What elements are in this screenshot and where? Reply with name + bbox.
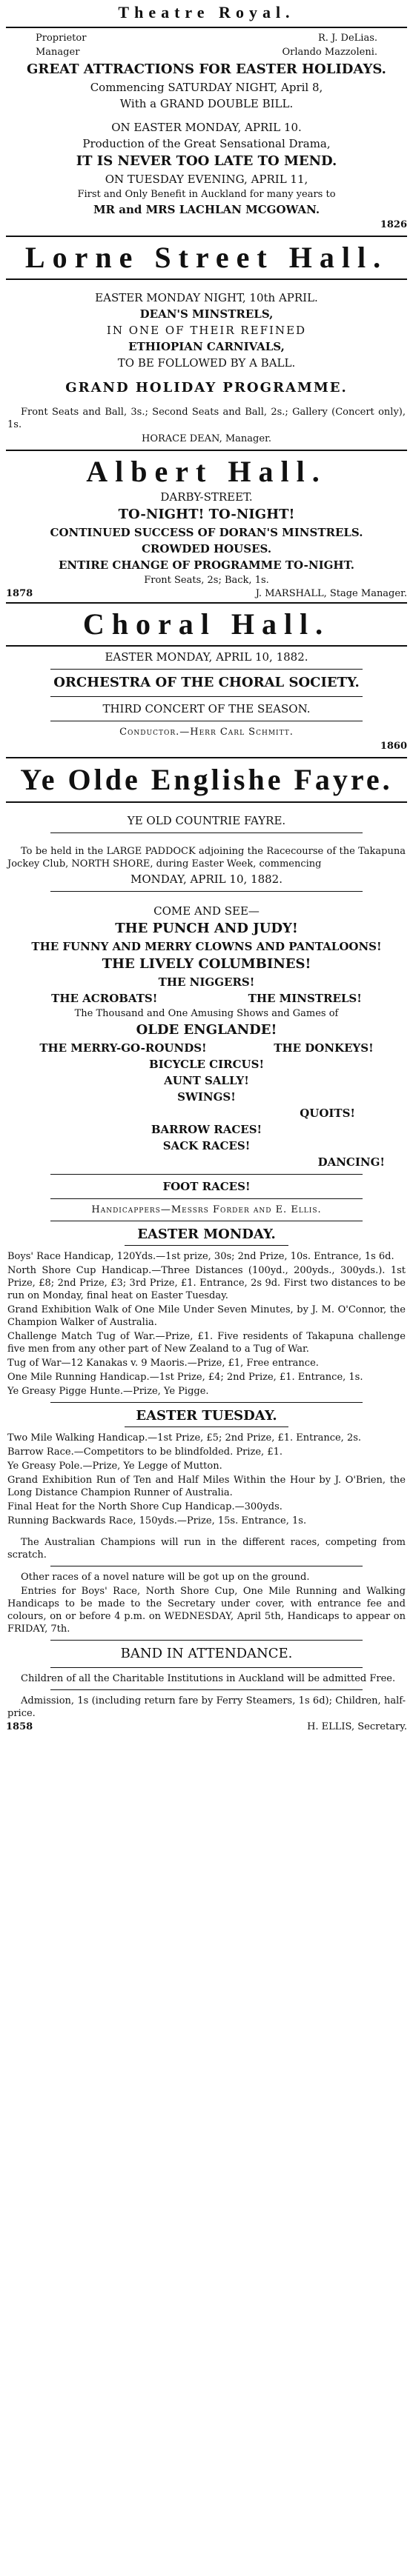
fayre-donkeys: THE DONKEYS! [274,1041,374,1055]
monday-event: One Mile Running Handicap.—1st Prize, £4; 2nd Prize, £1. Entrance, 1s. [7,1372,363,1383]
lorne-name: DEAN'S MINSTRELS, [139,307,274,321]
monday-events [6,1250,407,1398]
theatre-line2: With a GRAND DOUBLE BILL. [119,97,294,110]
albert-footer [6,588,407,599]
fayre-punch: THE PUNCH AND JUDY! [115,921,298,936]
theatre-number: 1826 [380,219,407,230]
divider [6,645,407,647]
manager-name: Orlando Mazzoleni. [282,47,377,58]
fayre-entries: Entries for Boys' Race, North Shore Cup, One Mile Running and Walking Handicaps to be made to the Secretary under cover, with entrance fee and colours, on or before 4 p.m. on WEDNESDAY, April 5th, Handicaps to appear on FRIDAY, 7th. [7,1586,406,1635]
newspaper-column [6,0,407,1732]
monday-event: Challenge Match Tug of War.—Prize, £1. Five residents of Takapuna challenge five men from any other part of New Zealand to a Tug of War. [7,1331,406,1355]
fayre-columbines: THE LIVELY COLUMBINES! [102,956,311,972]
proprietor-name: R. J. DeLias. [318,33,377,44]
fayre-swings: SWINGS! [177,1090,236,1104]
tuesday-event: Barrow Race.—Competitors to be blindfolded. Prize, £1. [7,1447,283,1458]
monday-event: Ye Greasy Pigge Hunte.—Prize, Ye Pigge. [7,1386,209,1397]
lorne-ball: TO BE FOLLOWED BY A BALL. [117,356,296,370]
theatre-headline: GREAT ATTRACTIONS FOR EASTER HOLIDAYS. [27,61,386,77]
tuesday-events [6,1432,407,1527]
fayre-niggers: THE NIGGERS! [158,975,255,989]
fayre-sally: AUNT SALLY! [164,1074,249,1087]
albert-manager: J. MARSHALL, Stage Manager. [255,588,407,599]
fayre-minstrels: THE MINSTRELS! [248,992,362,1005]
albert-title: Albert Hall. [86,455,327,488]
theatre-couple: MR and MRS LACHLAN MCGOWAN. [93,203,320,216]
albert-street: DARBY-STREET. [160,490,253,504]
tuesday-event: Ye Greasy Pole.—Prize, Ye Legge of Mutton. [7,1461,222,1472]
fayre-secretary: H. ELLIS, Secretary. [307,1721,407,1732]
lorne-one-of: IN ONE OF THEIR REFINED [106,324,307,337]
theatre-royal-ad [6,3,407,237]
tuesday-event: Running Backwards Race, 150yds.—Prize, 15s. Entrance, 1s. [7,1515,307,1526]
lorne-manager: HORACE DEAN, Manager. [142,433,271,444]
theatre-title: Theatre Royal. [118,3,295,21]
choral-hall-ad [6,608,407,758]
divider [6,278,407,280]
albert-tonight: TO-NIGHT! TO-NIGHT! [118,507,295,522]
choral-concert: THIRD CONCERT OF THE SEASON. [102,702,311,715]
lorne-carnivals: ETHIOPIAN CARNIVALS, [128,340,285,353]
fayre-quoits: QUOITS! [300,1107,355,1120]
fayre-foot: FOOT RACES! [162,1180,251,1193]
albert-hall-ad [6,456,407,604]
albert-success: CONTINUED SUCCESS OF DORAN'S MINSTRELS. [50,526,363,539]
theatre-line1: Commencing SATURDAY NIGHT, April 8, [90,81,323,94]
fayre-sack: SACK RACES! [162,1139,251,1152]
monday-event: Grand Exhibition Walk of One Mile Under Seven Minutes, by J. M. O'Connor, the Champion Walker of Australia. [7,1304,406,1328]
fayre-footer [6,1721,407,1732]
fayre-rides-row [6,1041,407,1055]
divider [6,27,407,28]
choral-title: Choral Hall. [82,607,331,641]
fayre-champions: The Australian Champions will run in the different races, competing from scratch. [7,1537,406,1561]
lorne-prices: Front Seats and Ball, 3s.; Second Seats and Ball, 2s.; Gallery (Concert only), 1s. [7,407,406,430]
fayre-title: Ye Olde Englishe Fayre. [20,763,393,796]
fayre-number: 1858 [6,1721,33,1732]
fayre-sub: YE OLD COUNTRIE FAYRE. [127,814,286,827]
monday-event: Tug of War—12 Kanakas v. 9 Maoris.—Prize, £1, Free entrance. [7,1358,319,1369]
manager-label: Manager [36,47,80,58]
fayre-come: COME AND SEE— [153,904,260,918]
manager-line [6,45,407,59]
theatre-production: Production of the Great Sensational Drama, [82,137,331,150]
fayre-clowns: THE FUNNY AND MERRY CLOWNS AND PANTALOONS! [31,940,382,953]
albert-number: 1878 [6,588,33,599]
tuesday-event: Grand Exhibition Run of Ten and Half Miles Within the Hour by J. O'Brien, the Long Distance Champion Runner of Australia. [7,1475,406,1498]
theatre-drama: IT IS NEVER TOO LATE TO MEND. [76,153,337,169]
monday-heading: EASTER MONDAY. [137,1227,276,1242]
proprietor-label: Proprietor [36,33,87,44]
tuesday-event: Final Heat for the North Shore Cup Handicap.—300yds. [7,1501,283,1512]
fayre-admission: Admission, 1s (including return fare by Ferry Steamers, 1s 6d); Children, half-price. [7,1695,406,1719]
albert-crowded: CROWDED HOUSES. [141,542,272,555]
fayre-bicycle: BICYCLE CIRCUS! [148,1058,265,1071]
proprietor-line [6,31,407,45]
lorne-title: Lorne Street Hall. [24,241,389,274]
fayre-merry: THE MERRY-GO-ROUNDS! [39,1041,207,1055]
divider [6,801,407,803]
theatre-tuesday: ON TUESDAY EVENING, APRIL 11, [105,173,308,186]
tuesday-event: Two Mile Walking Handicap.—1st Prize, £5; 2nd Prize, £1. Entrance, 2s. [7,1432,362,1444]
choral-date: EASTER MONDAY, APRIL 10, 1882. [105,650,308,664]
fayre-date: MONDAY, APRIL 10, 1882. [130,872,283,886]
monday-event: North Shore Cup Handicap.—Three Distances (100yd., 200yds., 300yds.). 1st Prize, £8; 2nd Prize, £3; 3rd Prize, £1. Entrance, 2s 9d. First two distances to be run on Monday, final heat on Easter Tuesday. [7,1265,406,1301]
choral-conductor: Conductor.—Herr Carl Schmitt. [119,727,294,738]
theatre-easter-monday: ON EASTER MONDAY, APRIL 10. [111,121,302,134]
albert-seats: Front Seats, 2s; Back, 1s. [144,575,269,586]
theatre-benefit: First and Only Benefit in Auckland for many years to [77,189,336,200]
fayre-band: BAND IN ATTENDANCE. [120,1646,293,1661]
choral-number: 1860 [380,741,407,752]
fayre-barrow: BARROW RACES! [151,1123,262,1136]
fayre-acrobats: THE ACROBATS! [51,992,158,1005]
fayre-handicappers: Handicappers—Messrs Forder and E. Ellis. [91,1204,322,1215]
monday-event: Boys' Race Handicap, 120Yds.—1st prize, 30s; 2nd Prize, 10s. Entrance, 1s 6d. [7,1251,394,1262]
lorne-programme: GRAND HOLIDAY PROGRAMME. [65,380,348,396]
olde-fayre-ad [6,763,407,1732]
lorne-date: EASTER MONDAY NIGHT, 10th APRIL. [95,291,318,304]
choral-orchestra: ORCHESTRA OF THE CHORAL SOCIETY. [53,675,360,690]
lorne-street-hall-ad [6,241,407,451]
fayre-acts-row [6,991,407,1006]
fayre-intro: To be held in the LARGE PADDOCK adjoining the Racecourse of the Takapuna Jockey Club, NORTH SHORE, during Easter Week, commencing [7,846,406,870]
fayre-dancing: DANCING! [317,1155,385,1169]
albert-change: ENTIRE CHANGE OF PROGRAMME TO-NIGHT. [58,558,355,572]
fayre-novel: Other races of a novel nature will be got up on the ground. [21,1572,310,1583]
fayre-thousand: The Thousand and One Amusing Shows and Games of [74,1008,339,1019]
tuesday-heading: EASTER TUESDAY. [136,1408,277,1424]
fayre-children: Children of all the Charitable Institutions in Auckland will be admitted Free. [21,1673,396,1684]
fayre-olde: OLDE ENGLANDE! [136,1022,277,1038]
